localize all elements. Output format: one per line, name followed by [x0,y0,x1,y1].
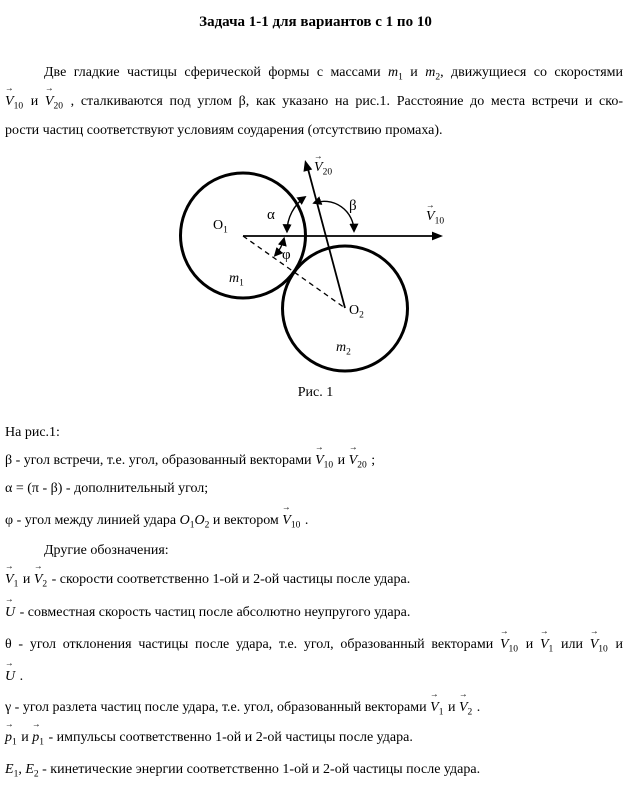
intro-line-1: Две гладкие частицы сферической формы с массами $m_1$ и $m_2$, движущиеся со скоростями [44,65,623,83]
center-o2-label: $O_2$ [349,303,364,321]
v20-arrow-line [308,169,345,308]
def-e-line: $E_1$, $E_2$ - кинетические энергии соответственно 1-ой и 2-ой частицы после удара. [5,762,481,780]
collision-diagram [0,150,631,390]
alpha-angle-label: α [267,207,275,223]
other-notation-heading: Другие обозначения: [44,543,169,558]
def-beta-line: β - угол встречи, т.е. угол, образованный векторами V → $_{10}$ и V → $_{20}$ ; [5,442,376,471]
v10-vector-label: V → $_{10}$ [426,200,445,227]
v20-arrowhead [304,160,313,172]
center-o1-label: $O_1$ [213,218,228,236]
v10-arrowhead [432,232,443,241]
intro-line-3: рости частиц соответствуют условиям соударения (отсутствию промаха). [5,123,443,138]
def-gamma-line: γ - угол разлета частиц после удара, т.е. угол, образованный векторами V → $_1$ и V → $_2$ . [5,689,481,718]
beta-angle-label: β [349,198,357,214]
figure-caption: Рис. 1 [297,385,334,400]
def-theta-line: θ - угол отклонения частицы после удара, т.е. угол, образованный векторами V → $_{10}$ и V → $_1$ или V → $_{10}$ и [5,626,623,655]
def-u-line: U → - совместная скорость частиц после абсолютно неупругого удара. [5,594,411,620]
def-theta-continuation: U → . [5,658,24,684]
mass-m1-label: $m_1$ [229,271,244,289]
mass-m2-label: $m_2$ [336,340,351,358]
v20-vector-label: V → $_{20}$ [314,151,333,178]
def-v1v2-line: V → $_1$ и V → $_2$ - скорости соответственно 1-ой и 2-ой частицы после удара. [5,561,411,590]
def-p-line: p → $_1$ и p → $_1$ - импульсы соответственно 1-ой и 2-ой частицы после удара. [5,719,413,748]
definitions-heading: На рис.1: [5,425,60,440]
def-phi-line: φ - угол между линией удара $O_1O_2$ и вектором V → $_{10}$ . [5,502,309,531]
phi-angle-label: φ [282,247,291,263]
def-alpha-line: α = (π - β) - дополнительный угол; [5,481,209,496]
problem-title: Задача 1-1 для вариантов с 1 по 10 [199,14,432,30]
intro-line-2: V → $_{10}$ и V → $_{20}$ , сталкиваются под углом β, как указано на рис.1. Расстояние до места встречи и ско- [5,83,623,112]
